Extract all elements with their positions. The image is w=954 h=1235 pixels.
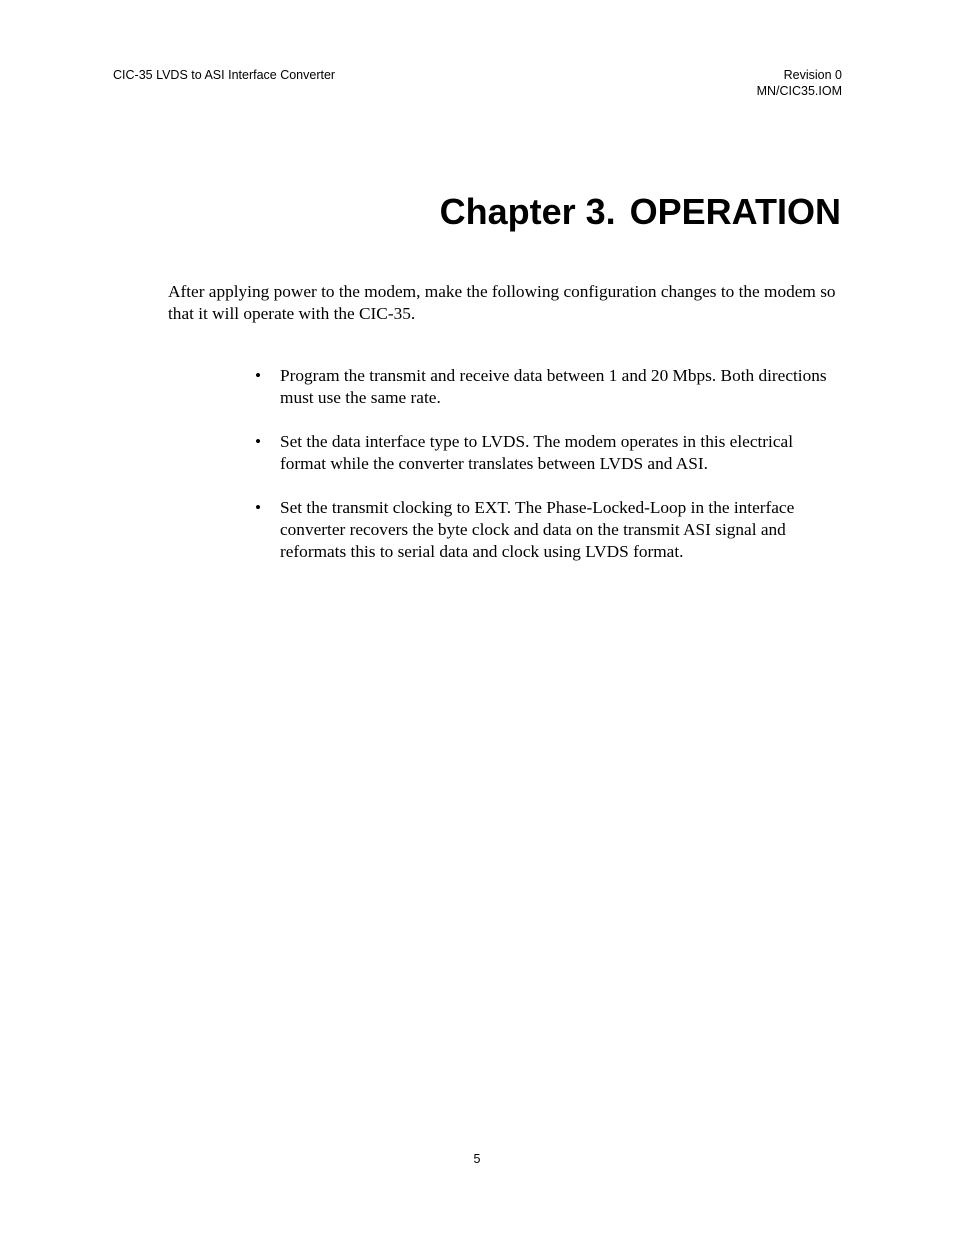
header-revision-block — [757, 67, 842, 99]
bullet-icon: • — [254, 366, 262, 385]
list-item — [252, 365, 842, 409]
chapter-title — [440, 190, 841, 234]
list-item-text: Set the transmit clocking to EXT. The Phase-Locked-Loop in the interface converter recovers the byte clock and data on the transmit ASI signal and reformats this to serial data and clock using LVDS format. — [280, 498, 795, 561]
list-item — [252, 431, 842, 475]
list-item — [252, 497, 842, 563]
list-item-text: Set the data interface type to LVDS. The modem operates in this electrical format while the converter translates between LVDS and ASI. — [280, 432, 793, 473]
header-document-title: CIC-35 LVDS to ASI Interface Converter — [113, 68, 336, 82]
configuration-list — [252, 365, 842, 585]
bullet-icon: • — [254, 498, 262, 517]
header-revision: Revision 0 — [783, 68, 842, 82]
page-number: 5 — [473, 1152, 481, 1166]
chapter-name: OPERATION — [629, 191, 841, 232]
intro-paragraph: After applying power to the modem, make the following configuration changes to the modem so that it will operate with the CIC-35. — [168, 282, 836, 323]
header-doc-id: MN/CIC35.IOM — [756, 84, 842, 98]
list-item-text: Program the transmit and receive data between 1 and 20 Mbps. Both directions must use the same rate. — [280, 366, 827, 407]
chapter-number: Chapter 3. — [439, 191, 616, 232]
bullet-icon: • — [254, 432, 262, 451]
